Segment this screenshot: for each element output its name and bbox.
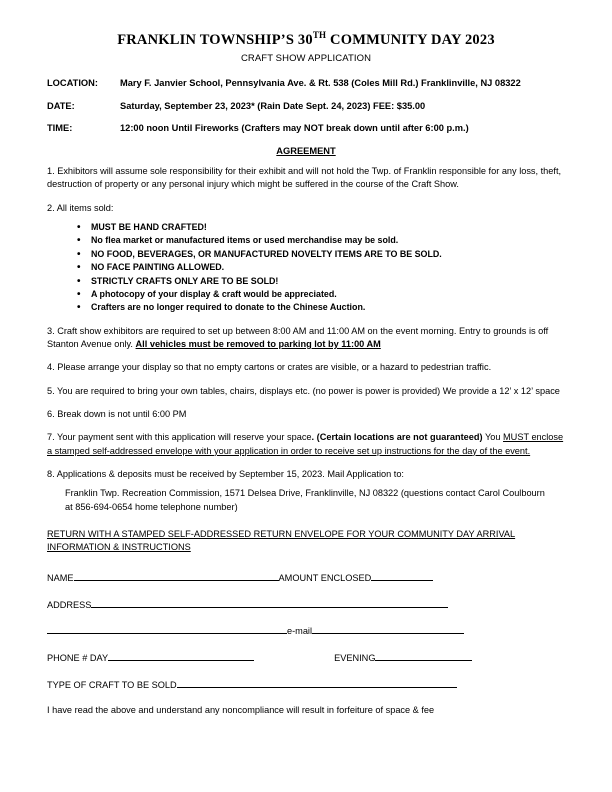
clause-3-emphasis: All vehicles must be removed to parking lot by 11:00 AM xyxy=(135,338,381,349)
list-item: • No flea market or manufactured items or used merchandise may be sold. xyxy=(77,234,565,247)
acknowledgement-text: I have read the above and understand any noncompliance will result in forfeiture of space & fee xyxy=(47,705,435,716)
info-row-location xyxy=(47,78,565,90)
date-value: Saturday, September 23, 2023* (Rain Date Sept. 24, 2023) FEE: $35.00 xyxy=(120,100,426,111)
clause-4: 4. Please arrange your display so that no empty cartons or crates are visible, or a hazard to pedestrian traffic. xyxy=(47,362,492,373)
location-value: Mary F. Janvier School, Pennsylvania Ave. & Rt. 538 (Coles Mill Rd.) Franklinville, NJ 08322 xyxy=(120,78,521,89)
page-subtitle: CRAFT SHOW APPLICATION xyxy=(240,53,372,65)
list-item: • NO FOOD, BEVERAGES, OR MANUFACTURED NOVELTY ITEMS ARE TO BE SOLD. xyxy=(77,248,565,261)
clause-7-underlined: MUST enclose a stamped self-addressed envelope with your application in order to receive set up instructions for the day of the event. xyxy=(47,432,564,456)
clause-8: 8. Applications & deposits must be received by September 15, 2023. Mail Application to: xyxy=(47,469,404,479)
clause-7-emphasis: . (Certain locations are not guaranteed) xyxy=(311,432,483,443)
phone-day-label: PHONE # DAY xyxy=(47,653,109,664)
form-row-phone xyxy=(47,651,565,665)
page-title xyxy=(47,30,565,49)
name-label: NAME xyxy=(47,572,74,583)
mailing-address-line-2: at 856-694-0654 home telephone number) xyxy=(65,501,238,512)
address-line-2-input[interactable] xyxy=(47,624,287,634)
clause-7 xyxy=(47,431,565,458)
form-row-address xyxy=(47,598,565,612)
list-item: • A photocopy of your display & craft would be appreciated. xyxy=(77,288,565,301)
info-row-date xyxy=(47,101,565,113)
clause-6: 6. Break down is not until 6:00 PM xyxy=(47,408,187,419)
info-row-time xyxy=(47,123,565,135)
craft-type-input[interactable] xyxy=(177,678,457,688)
agreement-heading: AGREEMENT xyxy=(276,146,336,157)
address-input[interactable] xyxy=(91,598,448,608)
clause-5: 5. You are required to bring your own tables, chairs, displays etc. (no power is power is provided) We provide a 12’ x 12’ space xyxy=(47,385,560,396)
document-body xyxy=(47,30,565,715)
items-list xyxy=(47,221,565,315)
list-item: • Crafters are no longer required to donate to the Chinese Auction. xyxy=(77,301,565,314)
list-item: • NO FACE PAINTING ALLOWED. xyxy=(77,261,565,274)
craft-type-label: TYPE OF CRAFT TO BE SOLD xyxy=(47,680,177,691)
amount-enclosed-input[interactable] xyxy=(371,571,433,581)
clause-2-intro: 2. All items sold: xyxy=(47,202,114,213)
application-form xyxy=(47,571,565,715)
address-label: ADDRESS xyxy=(47,599,92,610)
clause-1: 1. Exhibitors will assume sole responsibility for their exhibit and will not hold the Twp. of Franklin responsible for any loss, theft, destruction of property or any personal injury which might be suffered in the course of the Craft Show. xyxy=(47,166,562,190)
name-input[interactable] xyxy=(74,571,279,581)
clause-7-text-a: 7. Your payment sent with this application will reserve your space xyxy=(47,432,312,443)
time-label: TIME: xyxy=(47,123,73,134)
clause-3-text: 3. Craft show exhibitors are required to set up between 8:00 AM and 11:00 AM on the event morning. Entry to grounds is off Stanton Avenue only. xyxy=(47,325,549,349)
email-input[interactable] xyxy=(312,624,464,634)
form-row-craft-type xyxy=(47,678,565,692)
page-title-main: FRANKLIN TOWNSHIP’S 30 xyxy=(117,31,313,48)
date-label: DATE: xyxy=(47,100,75,111)
email-label: e-mail xyxy=(287,626,313,637)
list-item: • MUST BE HAND CRAFTED! xyxy=(77,221,565,234)
page-title-tail: COMMUNITY DAY 2023 xyxy=(326,31,495,48)
list-item: • STRICTLY CRAFTS ONLY ARE TO BE SOLD! xyxy=(77,275,565,288)
clause-3 xyxy=(47,325,565,352)
phone-day-input[interactable] xyxy=(108,651,254,661)
return-instructions: RETURN WITH A STAMPED SELF-ADDRESSED RETURN ENVELOPE FOR YOUR COMMUNITY DAY ARRIVAL INFORMATION & INSTRUCTIONS xyxy=(47,529,516,553)
form-row-name xyxy=(47,571,565,585)
mailing-address xyxy=(47,487,565,514)
time-value: 12:00 noon Until Fireworks (Crafters may NOT break down until after 6:00 p.m.) xyxy=(120,123,469,134)
phone-evening-label: EVENING xyxy=(334,653,376,664)
phone-evening-input[interactable] xyxy=(375,651,472,661)
mailing-address-line-1: Franklin Twp. Recreation Commission, 1571 Delsea Drive, Franklinville, NJ 08322 (questions contact Carol Coulbourn xyxy=(65,488,545,499)
location-label: LOCATION: xyxy=(47,78,98,89)
amount-enclosed-label: AMOUNT ENCLOSED xyxy=(278,572,372,583)
clause-7-text-b: You xyxy=(482,432,504,443)
form-row-email xyxy=(47,624,565,638)
page-title-ordinal: TH xyxy=(312,30,327,40)
